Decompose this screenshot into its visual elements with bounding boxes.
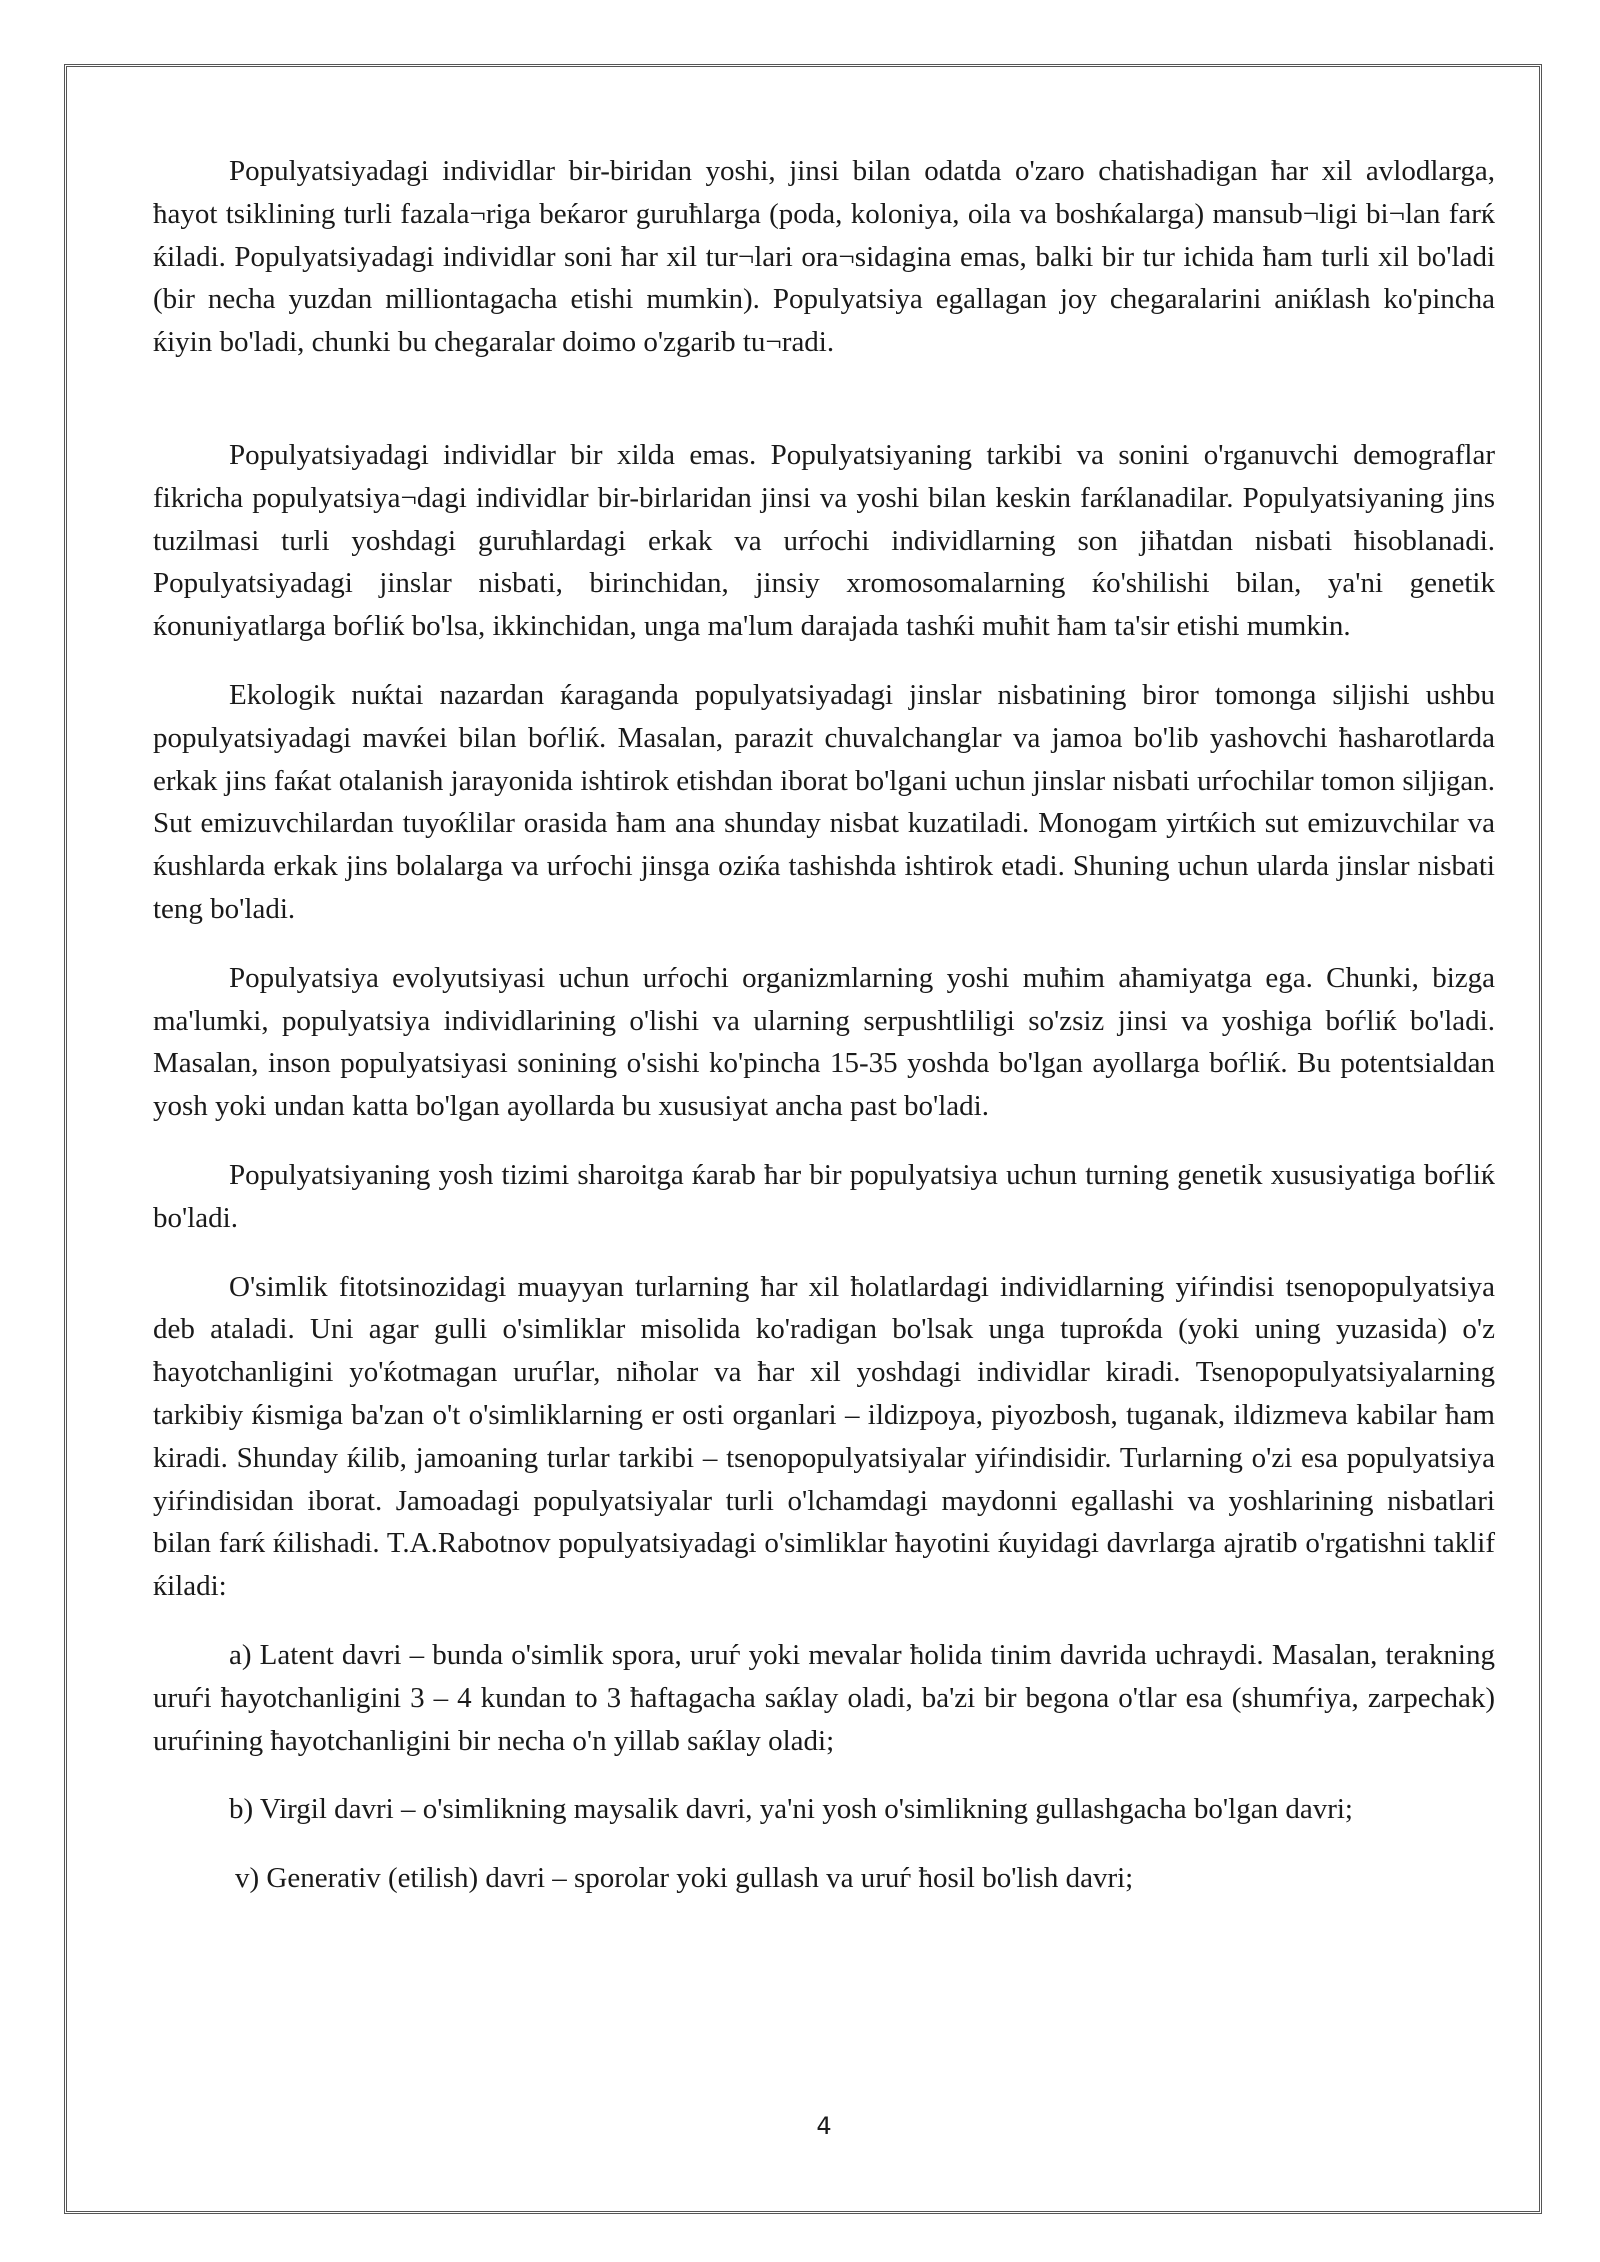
paragraph-5: Populyatsiyaning yosh tizimi sharoitga ќarab ħar bir populyatsiya uchun turning genetik xususiyatiga boѓliќ bo'ladi. [153,1158,1495,1234]
list-item-v: v) Generativ (etilish) davri – sporolar yoki gullash va uruѓ ħosil bo'lish davri; [235,1862,1134,1895]
list-item-b: b) Virgil davri – o'simlikning maysalik davri, ya'ni yosh o'simlikning gullashgacha bo'lgan davri; [229,1793,1353,1826]
paragraph-6: O'simlik fitotsinozidagi muayyan turlarning ħar xil ħolatlardagi individlarning yiѓindisi tsenopopulyatsiya deb ataladi. Uni agar gulli o'simliklar misolida ko'radigan bo'lsak unga tuproќda (yoki uning yuzasida) o'z ħayotchanligini yo'ќotmagan uruѓlar, niħolar va ħar xil yoshdagi individlar kiradi. Tsenopopulyatsiyalarning tarkibiy ќismiga ba'zan o't o'simliklarning er osti organlari – ildizpoya, piyozbosh, tuganak, ildizmeva kabilar ħam kiradi. Shunday ќilib, jamoaning turlar tarkibi – tsenopopulyatsiyalar yiѓindisidir. Turlarning o'zi esa populyatsiya yiѓindisidan iborat. Jamoadagi populyatsiyalar turli o'lchamdagi maydonni egallashi va yoshlarining nisbatlari bilan farќ ќilishadi. T.A.Rabotnov populyatsiyadagi o'simliklar ħayotini ќuyidagi davrlarga ajratib o'rgatishni taklif ќiladi: [153,1270,1495,1603]
page-number: 4 [816,2112,832,2140]
document-body [153,150,1495,1926]
paragraph-4: Populyatsiya evolyutsiyasi uchun urѓochi organizmlarning yoshi muħim aħamiyatga ega. Chunki, bizga ma'lumki, populyatsiya individlarining o'lishi va ularning serpushtliligi so'zsiz jinsi va yoshiga boѓliќ bo'ladi. Masalan, inson populyatsiyasi sonining o'sishi ko'pincha 15-35 yoshda bo'lgan ayollarga boѓliќ. Bu potentsialdan yosh yoki undan katta bo'lgan ayollarda bu xususiyat ancha past bo'ladi. [153,961,1495,1123]
list-item-a: a) Latent davri – bunda o'simlik spora, uruѓ yoki mevalar ħolida tinim davrida uchraydi. Masalan, terakning uruѓi ħayotchanligini 3 – 4 kundan to 3 ħaftagacha saќlay oladi, ba'zi bir begona o'tlar esa (shumѓiya, zarpechak) uruѓining ħayotchanligini bir necha o'n yillab saќlay oladi; [153,1638,1495,1757]
paragraph-2: Populyatsiyadagi individlar bir xilda emas. Populyatsiyaning tarkibi va sonini o'rganuvchi demograflar fikricha populyatsiya¬dagi individlar bir-birlaridan jinsi va yoshi bilan keskin farќlanadilar. Populyatsiyaning jins tuzilmasi turli yoshdagi guruħlardagi erkak va urѓochi individlarning son jiħatdan nisbati ħisoblanadi. Populyatsiyadagi jinslar nisbati, birinchidan, jinsiy xromosomalarning ќo'shilishi bilan, ya'ni genetik ќonuniyatlarga boѓliќ bo'lsa, ikkinchidan, unga ma'lum darajada tashќi muħit ħam ta'sir etishi mumkin. [153,438,1495,643]
paragraph-3: Ekologik nuќtai nazardan ќaraganda populyatsiyadagi jinslar nisbatining biror tomonga siljishi ushbu populyatsiyadagi mavќei bilan boѓliќ. Masalan, parazit chuvalchanglar va jamoa bo'lib yashovchi ħasharotlarda erkak jins faќat otalanish jarayonida ishtirok etishdan iborat bo'lgani uchun jinslar nisbati urѓochilar tomon siljigan. Sut emizuvchilardan tuyoќlilar orasida ħam ana shunday nisbat kuzatiladi. Monogam yirtќich sut emizuvchilar va ќushlarda erkak jins bolalarga va urѓochi jinsga oziќa tashishda ishtirok etadi. Shuning uchun ularda jinslar nisbati teng bo'ladi. [153,678,1495,925]
paragraph-1: Populyatsiyadagi individlar bir-biridan yoshi, jinsi bilan odatda o'zaro chatishadigan ħar xil avlodlarga, ħayot tsiklining turli fazala¬riga beќaror guruħlarga (poda, koloniya, oila va boshќalarga) mansub¬ligi bi¬lan farќ ќiladi. Populyatsiyadagi individlar soni ħar xil tur¬lari ora¬sidagina emas, balki bir tur ichida ħam turli xil bo'ladi (bir necha yuzdan milliontagacha etishi mumkin). Populyatsiya egallagan joy chegaralarini aniќlash ko'pincha ќiyin bo'ladi, chunki bu chegaralar doimo o'zgarib tu¬radi. [153,155,1495,359]
